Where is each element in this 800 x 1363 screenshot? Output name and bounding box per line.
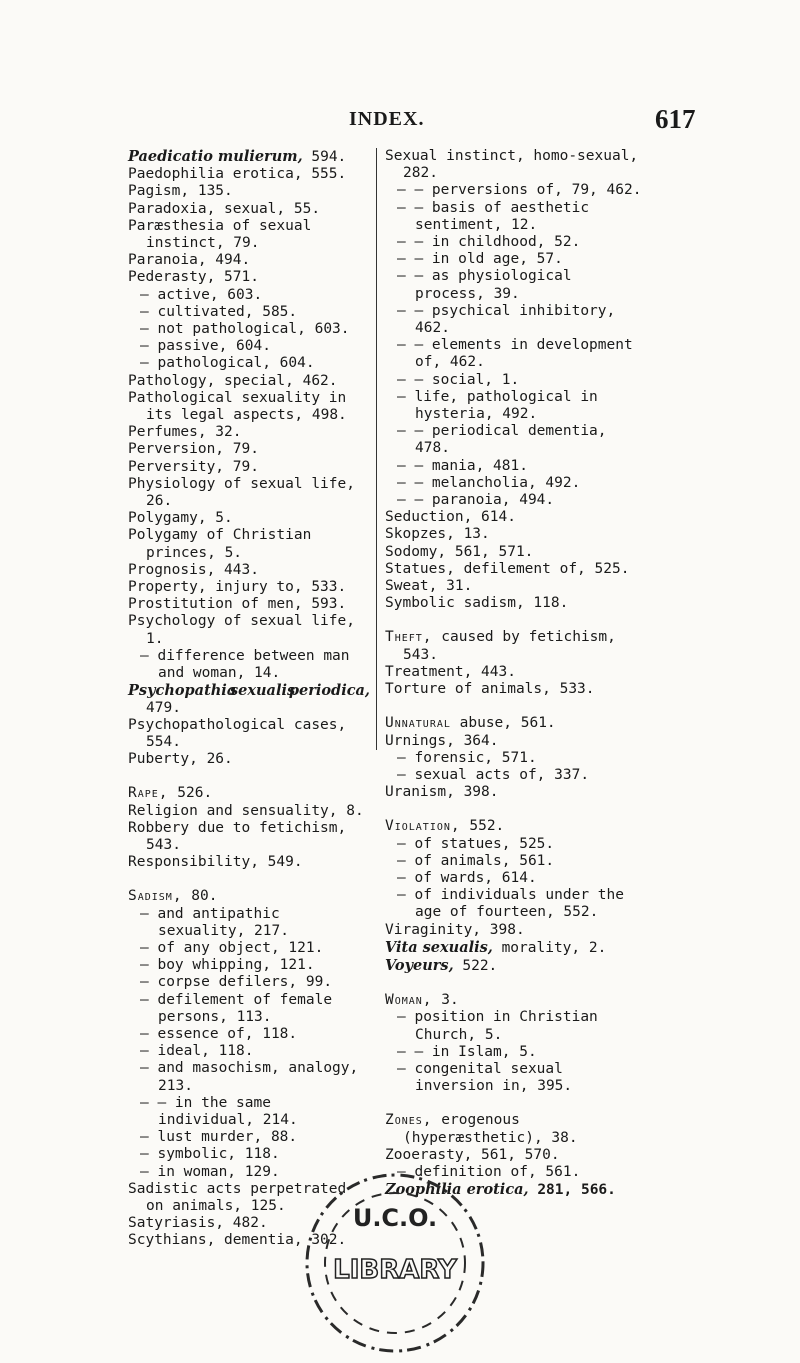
index-entry: Viraginity, 398. — [385, 921, 525, 938]
index-subentry: — of animals, 561. — [397, 852, 555, 869]
index-entry: Robbery due to fetichism, 543. — [128, 819, 347, 853]
library-stamp — [300, 1168, 490, 1358]
index-entry: Vita sexualis, morality, 2. — [385, 938, 607, 956]
index-entry: Zoophilia erotica, 281, 566. — [385, 1181, 616, 1199]
index-entry: Woman, 3. — [385, 992, 459, 1009]
index-entry: Scythians, dementia, 302. — [128, 1232, 347, 1249]
index-subentry: — passive, 604. — [140, 338, 271, 355]
index-entry: Statues, defilement of, 525. — [385, 560, 630, 577]
index-subentry: — definition of, 561. — [397, 1163, 581, 1180]
index-entry: Sweat, 31. — [385, 578, 473, 595]
stamp-top-text: U.C.O. — [352, 1204, 438, 1232]
index-subentry: — essence of, 118. — [140, 1025, 298, 1042]
page-header — [0, 104, 800, 134]
index-entry: Urnings, 364. — [385, 732, 499, 749]
index-subentry: — — periodical dementia, 478. — [397, 423, 607, 457]
index-entry: Property, injury to, 533. — [128, 579, 347, 596]
index-subentry: — not pathological, 603. — [140, 321, 350, 338]
index-subentry: — ideal, 118. — [140, 1043, 254, 1060]
index-subentry: — — in Islam, 5. — [397, 1043, 537, 1060]
page-title: INDEX. — [349, 108, 425, 130]
index-entry: Zones, erogenous (hyperæsthetic), 38. — [385, 1112, 578, 1146]
index-subentry: — — in childhood, 52. — [397, 234, 581, 251]
index-subentry: — cultivated, 585. — [140, 303, 298, 320]
index-subentry: — — as physiological process, 39. — [397, 268, 572, 302]
index-entry: Psychology of sexual life, 1. — [128, 613, 355, 647]
index-subentry: — boy whipping, 121. — [140, 957, 315, 974]
index-subentry: — — paranoia, 494. — [397, 492, 555, 509]
index-subentry: — active, 603. — [140, 286, 263, 303]
index-entry: Responsibility, 549. — [128, 854, 303, 871]
index-subentry: — — elements in development of, 462. — [397, 337, 633, 371]
index-subentry: — of statues, 525. — [397, 835, 555, 852]
index-entry: Sodomy, 561, 571. — [385, 543, 534, 560]
index-entry: Paradoxia, sexual, 55. — [128, 200, 321, 217]
index-subentry: — corpse defilers, 99. — [140, 974, 333, 991]
index-entry: Psychopathia sexualis periodica, 479. — [128, 682, 370, 716]
index-subentry: — of wards, 614. — [397, 869, 537, 886]
index-entry: Pathological sexuality in its legal aspects, 498. — [128, 389, 347, 424]
index-column-left — [128, 148, 370, 1250]
index-subentry: — — in old age, 57. — [397, 251, 563, 268]
index-subentry: — — melancholia, 492. — [397, 474, 581, 491]
index-subentry: — of any object, 121. — [140, 939, 324, 956]
index-subentry: — in woman, 129. — [140, 1163, 280, 1180]
index-entry: Voyeurs, 522. — [385, 956, 498, 974]
index-subentry: — of individuals under the age of fourteen, 552. — [397, 887, 624, 921]
index-subentry: — position in Christian Church, 5. — [397, 1009, 598, 1043]
index-entry: Prognosis, 443. — [128, 561, 259, 578]
index-entry: Perversity, 79. — [128, 458, 259, 475]
index-entry: Symbolic sadism, 118. — [385, 595, 569, 612]
index-entry: Prostitution of men, 593. — [128, 596, 347, 613]
index-entry: Pagism, 135. — [128, 183, 233, 200]
index-subentry: — symbolic, 118. — [140, 1146, 280, 1163]
index-entry: Paedicatio mulierum, 594. — [128, 148, 347, 165]
index-subentry: — — in the same individual, 214. — [140, 1094, 298, 1128]
index-entry: Physiology of sexual life, 26. — [128, 475, 355, 510]
index-column-right — [385, 148, 647, 1199]
index-entry: Zooerasty, 561, 570. — [385, 1146, 560, 1163]
index-subentry: — and masochism, analogy, 213. — [140, 1060, 359, 1094]
index-subentry: — forensic, 571. — [397, 749, 537, 766]
index-entry: Paranoia, 494. — [128, 252, 251, 269]
index-subentry: — — basis of aesthetic sentiment, 12. — [397, 199, 590, 233]
index-subentry: — — mania, 481. — [397, 457, 528, 474]
library-stamp-graphic — [300, 1168, 490, 1358]
index-entry: Sadism, 80. — [128, 888, 218, 905]
index-entry: Sadistic acts perpetrated on animals, 125. — [128, 1180, 347, 1214]
index-subentry: — — social, 1. — [397, 371, 520, 388]
index-subentry: — and antipathic sexuality, 217. — [140, 905, 289, 939]
index-entry: Unnatural abuse, 561. — [385, 715, 556, 732]
index-entry: Rape, 526. — [128, 785, 213, 802]
index-subentry: — — psychical inhibitory, 462. — [397, 302, 616, 337]
index-entry: Psychopathological cases, 554. — [128, 716, 347, 750]
index-entry: Torture of animals, 533. — [385, 681, 595, 698]
stamp-label: LIBRARY — [333, 1255, 457, 1285]
index-subentry: — sexual acts of, 337. — [397, 766, 590, 783]
index-entry: Paræsthesia of sexual instinct, 79. — [128, 217, 312, 252]
index-entry: Perversion, 79. — [128, 441, 259, 458]
index-entry: Perfumes, 32. — [128, 424, 242, 441]
index-subentry: — lust murder, 88. — [140, 1129, 298, 1146]
index-subentry: — pathological, 604. — [140, 355, 315, 372]
index-subentry: — — perversions of, 79, 462. — [397, 182, 642, 199]
index-entry: Violation, 552. — [385, 818, 505, 835]
page-number: 617 — [655, 104, 696, 134]
index-entry: Paedophilia erotica, 555. — [128, 166, 347, 183]
index-entry: Satyriasis, 482. — [128, 1215, 268, 1232]
index-entry: Religion and sensuality, 8. — [128, 802, 364, 819]
index-entry: Puberty, 26. — [128, 751, 233, 768]
index-subentry: — life, pathological in hysteria, 492. — [397, 388, 598, 423]
column-divider — [376, 148, 377, 750]
index-entry: Pathology, special, 462. — [128, 372, 338, 389]
index-entry: Sexual instinct, homo-sexual, 282. — [385, 148, 639, 182]
index-subentry: — congenital sexual inversion in, 395. — [397, 1060, 573, 1095]
index-entry: Polygamy, 5. — [128, 510, 233, 527]
index-entry: Pederasty, 571. — [128, 269, 259, 286]
index-entry: Theft, caused by fetichism, 543. — [385, 629, 616, 663]
index-entry: Uranism, 398. — [385, 784, 499, 801]
index-subentry: — difference between man and woman, 14. — [140, 647, 350, 682]
index-entry: Treatment, 443. — [385, 663, 516, 680]
index-subentry: — defilement of female persons, 113. — [140, 991, 333, 1025]
index-entry: Seduction, 614. — [385, 509, 516, 526]
index-entry: Skopzes, 13. — [385, 526, 490, 543]
index-entry: Polygamy of Christian princes, 5. — [128, 527, 312, 561]
